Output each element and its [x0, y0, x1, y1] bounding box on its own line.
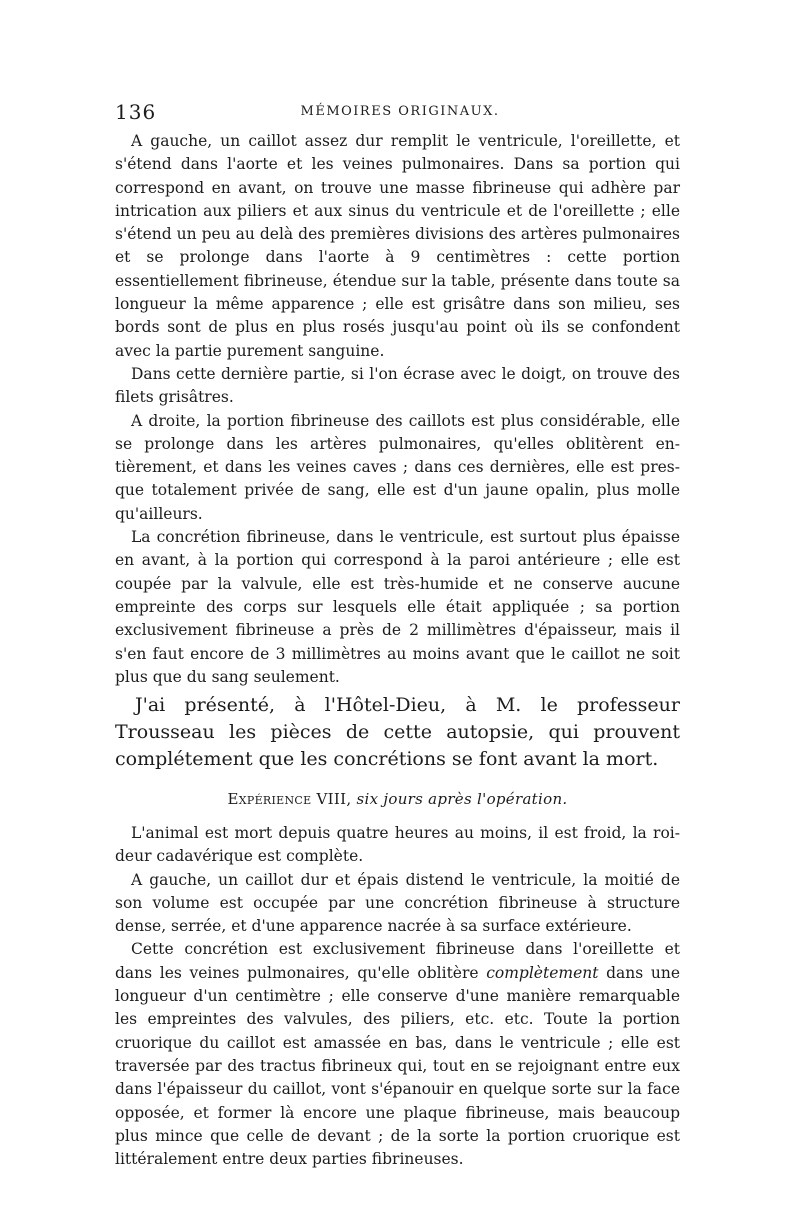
section-heading [115, 790, 680, 808]
paragraph [115, 938, 680, 1171]
paragraph-large: J'ai présenté, à l'Hôtel-Dieu, à M. le professeur Trousseau les pièces de cette autopsie, qui prouvent complétement que les concrétions se font avant la mort. [115, 694, 680, 770]
paragraph: A gauche, un caillot dur et épais distend le ventricule, la moitié de son volume est occupée par une concrétion fibrineuse à structure dense, serrée, et d'une apparence nacrée à sa surface extérieure. [115, 870, 680, 936]
paragraph: A droite, la portion fibrineuse des caillots est plus considérable, elle se prolonge dans les artères pulmonaires, qu'elles oblitèrent entièrement, et dans les veines caves ; dans ces dernières, elle est presque totalement privée de sang, elle est d'un jaune opalin, plus molle qu'ailleurs. [115, 411, 680, 523]
page-number: 136 [115, 100, 157, 124]
emphasis-text: complètement [486, 963, 599, 982]
text-block-autopsy [115, 130, 680, 689]
text-block-experiment [115, 822, 680, 1171]
text-run: dans une longueur d'un centimètre ; elle conserve d'une manière remarquable les empreintes des valvules, des piliers, etc. etc. Toute la portion cruorique du caillot est amassée en bas, dans le ventricule ; elle est traversée par des tractus fibrineux qui, tout en se rejoignant entre eux dans l'épaisseur du caillot, vont s'épanouir en quelque sorte sur la face opposée, et former là encore une plaque fibrineuse, mais beaucoup plus mince que celle de devant ; de la sorte la portion cruorique est littéralement entre deux parties fibrineuses. [115, 963, 681, 1169]
experiment-detail: six jours après l'opération. [356, 790, 568, 808]
experiment-label: Expérience VIII, [227, 790, 352, 808]
paragraph: A gauche, un caillot assez dur remplit le ventricule, l'oreillette, et s'étend dans l'aorte et les veines pulmonaires. Dans sa portion qui correspond en avant, on trouve une masse fibrineuse qui adhère par intrication aux piliers et aux sinus du ventricule et de l'oreillette ; elle s'étend un peu au delà des premières divisions des artères pulmonaires et se prolonge dans l'aorte à 9 centimètres : cette portion essentiellement fibrineuse, étendue sur la table, présente dans toute sa longueur la même apparence ; elle est grisâtre dans son milieu, ses bords sont de plus en plus rosés jusqu'au point où ils se confondent avec la partie purement sanguine. [115, 132, 680, 360]
page-header [115, 100, 685, 124]
paragraph: Dans cette dernière partie, si l'on écrase avec le doigt, on trouve des filets grisâtres. [115, 364, 680, 407]
text-block-trousseau [115, 692, 680, 773]
paragraph: L'animal est mort depuis quatre heures au moins, il est froid, la roideur cadavérique est complète. [115, 824, 680, 866]
text-run: Cette concrétion est exclusivement fibrineuse dans l'oreillette et dans les veines pulmonaires, qu'elle oblitère [115, 940, 680, 982]
running-title: MÉMOIRES ORIGINAUX. [300, 104, 500, 119]
paragraph: La concrétion fibrineuse, dans le ventricule, est surtout plus épaisse en avant, à la portion qui correspond à la paroi antérieure ; elle est coupée par la valvule, elle est très-humide et ne conserve aucune empreinte des corps sur lesquels elle était appliquée ; sa portion exclusivement fibrineuse a près de 2 millimètres d'épaisseur, mais il s'en faut encore de 3 millimètres au moins avant que le caillot ne soit plus que du sang seulement. [115, 528, 680, 686]
